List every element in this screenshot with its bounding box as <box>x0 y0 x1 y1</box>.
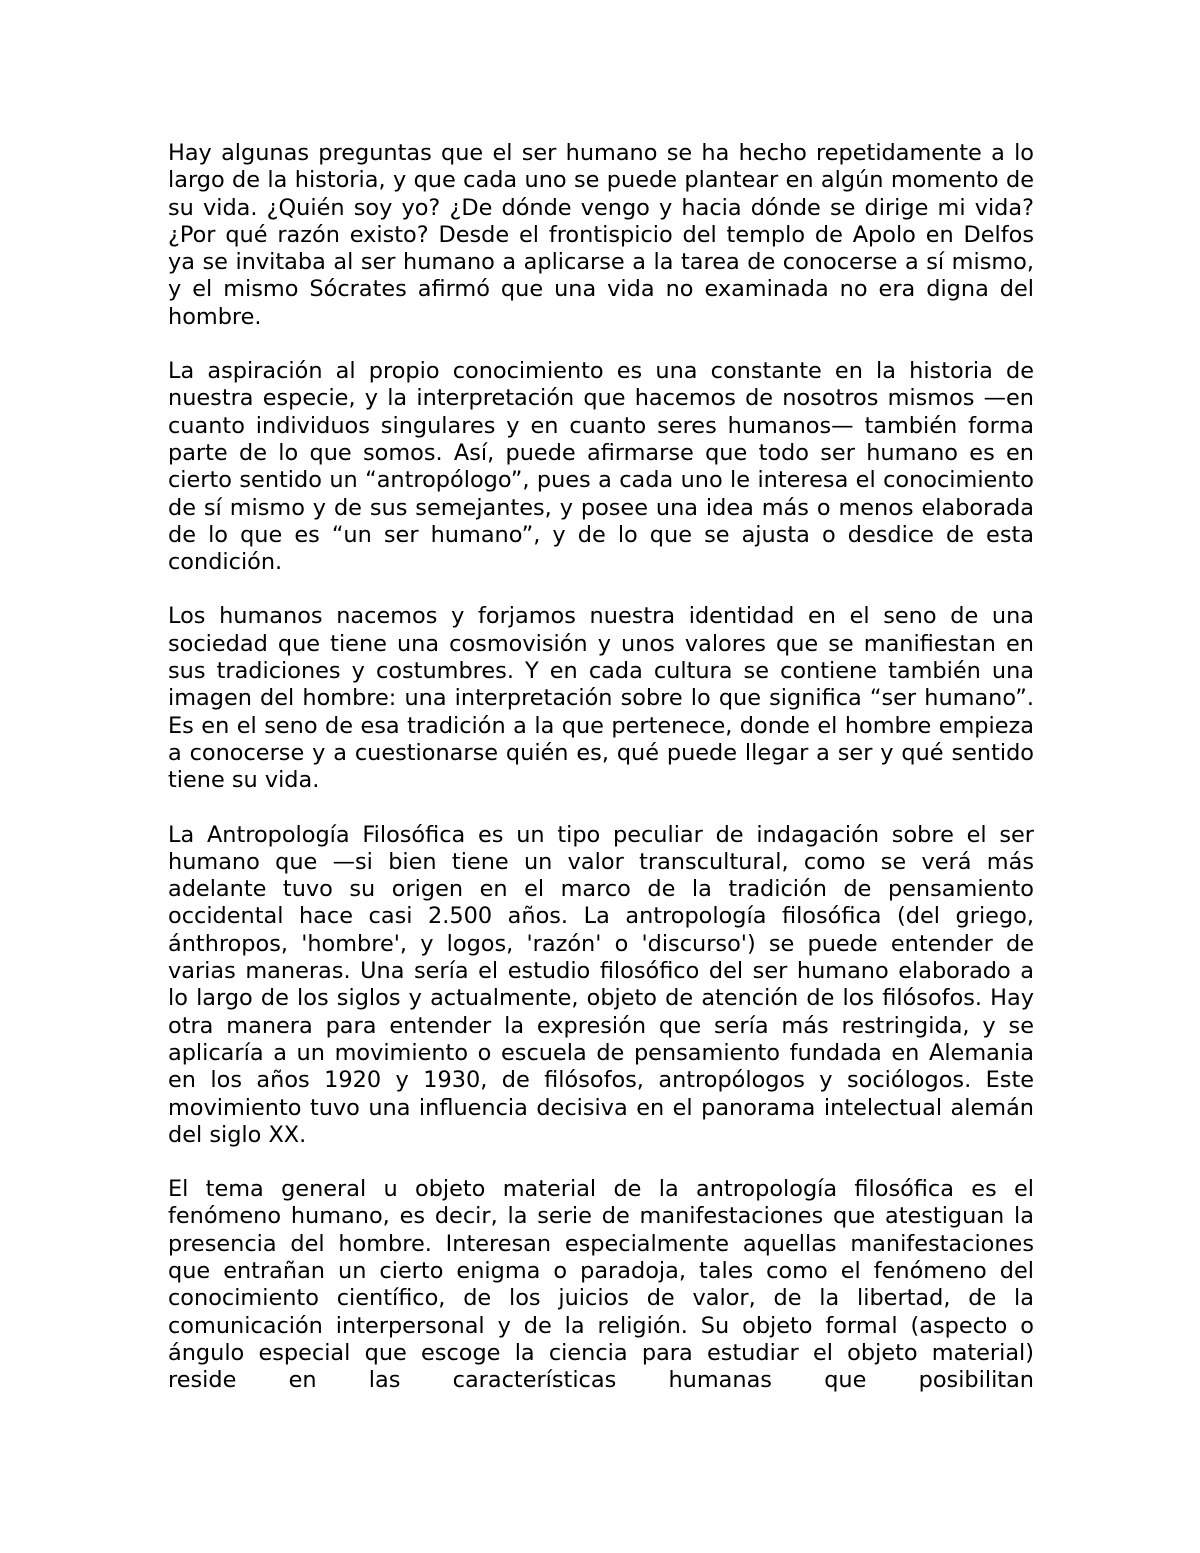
paragraph-4: La Antropología Filosófica es un tipo peculiar de indagación sobre el ser humano que —si bien tiene un valor transcultural, como se verá más adelante tuvo su origen en el marco de la tradición de pensamiento occidental hace casi 2.500 años. La antropología filosófica (del griego, ánthropos, 'hombre', y logos, 'razón' o 'discurso') se puede entender de varias maneras. Una sería el estudio filosófico del ser humano elaborado a lo largo de los siglos y actualmente, objeto de atención de los filósofos. Hay otra manera para entender la expresión que sería más restringida, y se aplicaría a un movimiento o escuela de pensamiento fundada en Alemania en los años 1920 y 1930, de filósofos, antropólogos y sociólogos. Este movimiento tuvo una influencia decisiva en el panorama intelectual alemán del siglo XX. <box>168 821 1034 1148</box>
paragraph-3: Los humanos nacemos y forjamos nuestra identidad en el seno de una sociedad que tiene una cosmovisión y unos valores que se manifiestan en sus tradiciones y costumbres. Y en cada cultura se contiene también una imagen del hombre: una interpretación sobre lo que significa “ser humano”. Es en el seno de esa tradición a la que pertenece, donde el hombre empieza a conocerse y a cuestionarse quién es, qué puede llegar a ser y qué sentido tiene su vida. <box>168 603 1034 794</box>
paragraph-5: El tema general u objeto material de la antropología filosófica es el fenómeno humano, es decir, la serie de manifestaciones que atestiguan la presencia del hombre. Interesan especialmente aquellas manifestaciones que entrañan un cierto enigma o paradoja, tales como el fenómeno del conocimiento científico, de los juicios de valor, de la libertad, de la comunicación interpersonal y de la religión. Su objeto formal (aspecto o ángulo especial que escoge la ciencia para estudiar el objeto material) reside en las características humanas que posibilitan <box>168 1176 1034 1394</box>
paragraph-2: La aspiración al propio conocimiento es una constante en la historia de nuestra especie, y la interpretación que hacemos de nosotros mismos —en cuanto individuos singulares y en cuanto seres humanos— también forma parte de lo que somos. Así, puede afirmarse que todo ser humano es en cierto sentido un “antropólogo”, pues a cada uno le interesa el conocimiento de sí mismo y de sus semejantes, y posee una idea más o menos elaborada de lo que es “un ser humano”, y de lo que se ajusta o desdice de esta condición. <box>168 358 1034 576</box>
document-body <box>168 140 1034 1421</box>
paragraph-1: Hay algunas preguntas que el ser humano se ha hecho repetidamente a lo largo de la historia, y que cada uno se puede plantear en algún momento de su vida. ¿Quién soy yo? ¿De dónde vengo y hacia dónde se dirige mi vida? ¿Por qué razón existo? Desde el frontispicio del templo de Apolo en Delfos ya se invitaba al ser humano a aplicarse a la tarea de conocerse a sí mismo, y el mismo Sócrates afirmó que una vida no examinada no era digna del hombre. <box>168 140 1034 330</box>
